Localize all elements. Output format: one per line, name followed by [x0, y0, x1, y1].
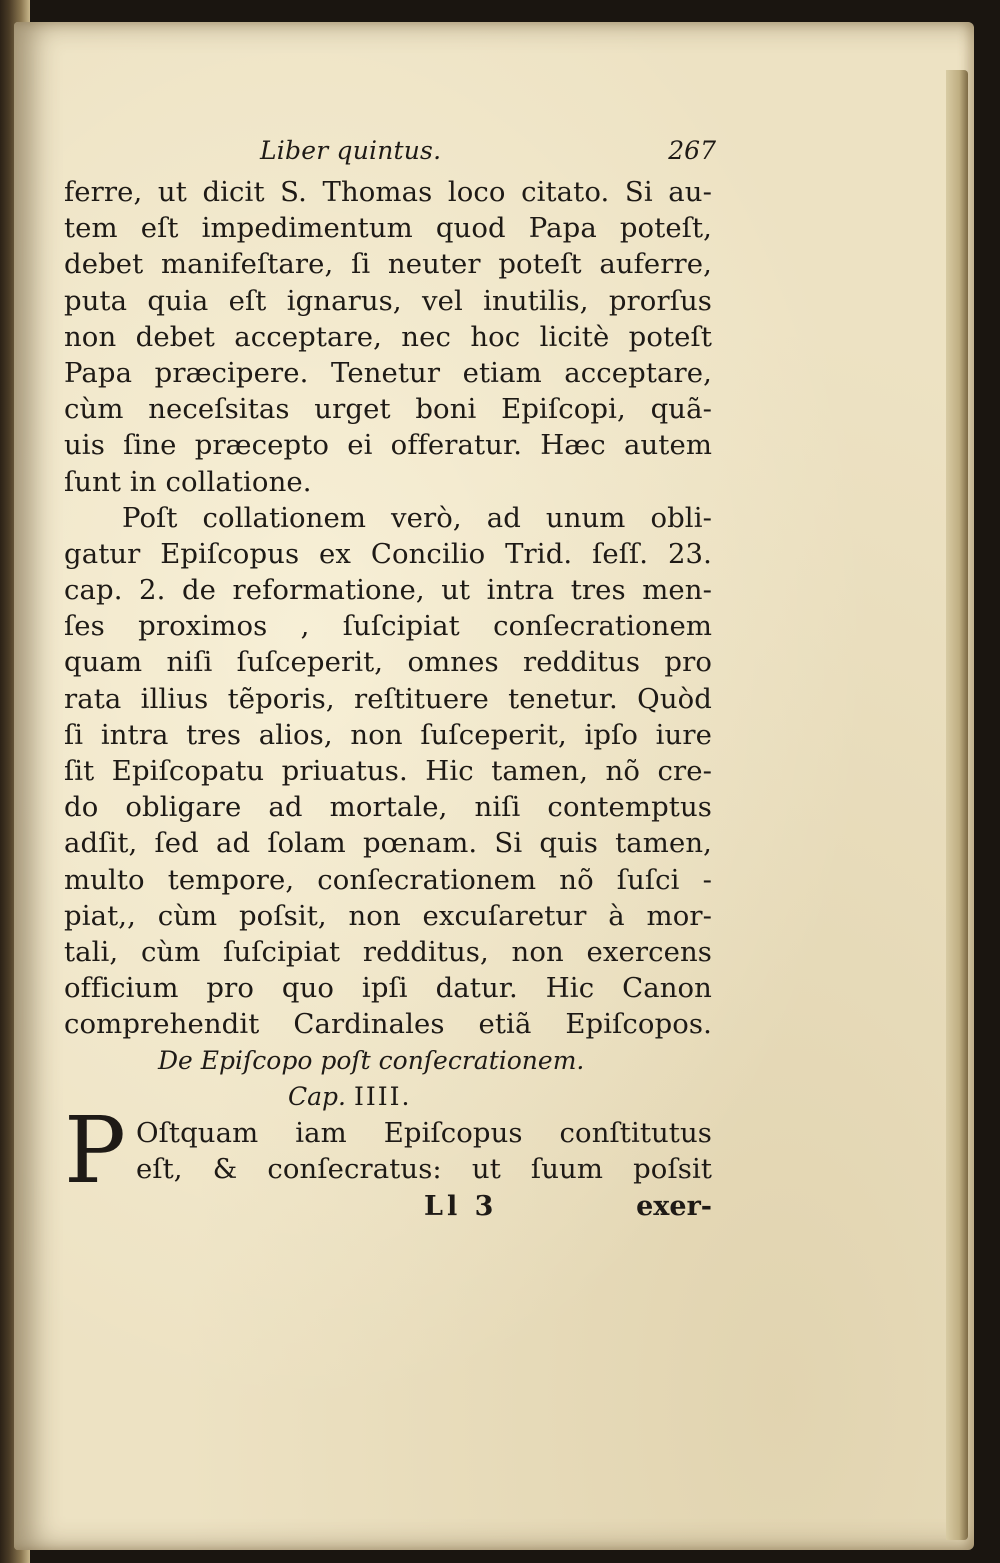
text-line: tali, cùm ſuſcipiat redditus, non exercens [64, 935, 712, 968]
section-heading: De Epiſcopo poſt conſecrationem. [158, 1045, 585, 1075]
chapter-number: IIII. [353, 1081, 412, 1111]
text-line: quam niſi ſuſceperit, omnes redditus pro [64, 646, 712, 679]
text-line: piat,, cùm poſsit, non excuſaretur à mor- [64, 899, 712, 932]
paragraph-1 [64, 174, 712, 500]
text-line: multo tempore, conſecrationem nõ ſuſci - [64, 863, 712, 896]
text-line: cap. 2. de reformatione, ut intra tres men- [64, 574, 712, 607]
text-line: Poſt collationem verò, ad unum obli- [122, 501, 712, 534]
text-line: tem eſt impedimentum quod Papa poteſt, [64, 212, 712, 245]
text-line: uis ſine præcepto ei offeratur. Hæc autem [64, 429, 712, 462]
text-line: Oſtquam iam Epiſcopus conſtitutus [136, 1116, 712, 1149]
catchword: exer- [636, 1190, 712, 1222]
text-line: do obligare ad mortale, niſi contemptus [64, 791, 712, 824]
page-number: 267 [668, 136, 716, 165]
text-line: comprehendit Cardinales etiã Epiſcopos. [64, 1008, 712, 1041]
chapter-label: Cap. [288, 1081, 346, 1111]
text-line: cùm neceſsitas urget boni Epiſcopi, quã- [64, 393, 712, 426]
page-fore-edge [946, 70, 968, 1540]
text-line: ſit Epiſcopatu priuatus. Hic tamen, nõ cre- [64, 755, 712, 787]
paragraph-2 [64, 500, 712, 1043]
text-line: non debet acceptare, nec hoc licitè poteſt [64, 320, 712, 353]
page-footer [64, 1187, 712, 1227]
text-line: ferre, ut dicit S. Thomas loco citato. Si au- [64, 176, 712, 208]
text-line: eſt, & conſecratus: ut ſuum poſsit [136, 1152, 712, 1185]
running-head [64, 132, 716, 174]
text-line: debet manifeſtare, ſi neuter poteſt auferre, [64, 248, 712, 281]
running-title: Liber quintus. [260, 136, 442, 165]
text-line: rata illius tẽporis, reſtituere tenetur. Quòd [64, 682, 712, 715]
chapter-heading [64, 1079, 712, 1115]
text-line: Papa præcipere. Tenetur etiam acceptare, [64, 356, 712, 389]
text-line: puta quia eſt ignarus, vel inutilis, prorſus [64, 284, 712, 317]
drop-cap-initial: P [64, 1096, 126, 1204]
text-line: ſes proximos , ſuſcipiat conſecrationem [64, 610, 712, 643]
text-block [64, 132, 716, 1227]
text-line: officium pro quo ipſi datur. Hic Canon [64, 972, 712, 1005]
text-line: ſunt in collatione. [64, 465, 312, 498]
text-line: adſit, ſed ad ſolam pœnam. Si quis tamen, [64, 827, 712, 860]
text-line: gatur Epiſcopus ex Concilio Trid. ſeſſ. 23. [64, 537, 712, 570]
text-line: ſi intra tres alios, non ſuſceperit, ipſo iure [64, 718, 712, 751]
signature-mark: Ll 3 [424, 1190, 498, 1222]
